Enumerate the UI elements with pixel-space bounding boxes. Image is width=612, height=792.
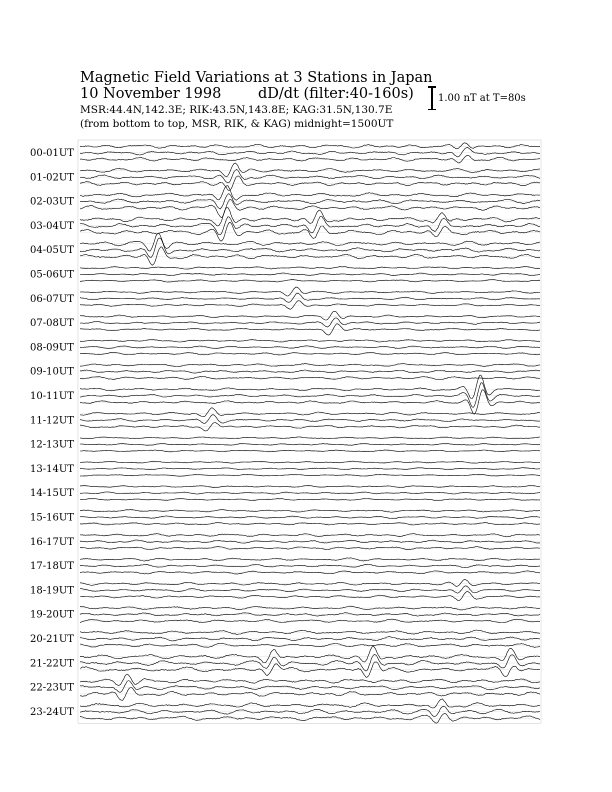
chart-title: Magnetic Field Variations at 3 Stations in Japan — [80, 70, 433, 86]
trace-06-07UT-RIK — [80, 293, 540, 302]
trace-12-13UT-KAG — [80, 437, 540, 439]
hour-label-23-24UT: 23-24UT — [30, 706, 74, 718]
trace-21-22UT-RIK — [80, 655, 540, 672]
stack-order-note: (from bottom to top, MSR, RIK, & KAG) midnight=1500UT — [80, 118, 394, 130]
trace-10-11UT-MSR — [80, 390, 540, 415]
trace-02-03UT-KAG — [80, 186, 540, 201]
trace-14-15UT-RIK — [80, 492, 540, 494]
date-label: 10 November 1998 — [80, 86, 222, 102]
hour-label-05-06UT: 05-06UT — [30, 269, 74, 281]
trace-21-22UT-KAG — [80, 646, 540, 662]
hour-label-11-12UT: 11-12UT — [30, 415, 74, 427]
hour-label-13-14UT: 13-14UT — [30, 463, 74, 475]
hour-label-15-16UT: 15-16UT — [30, 512, 74, 524]
trace-18-19UT-RIK — [80, 586, 540, 593]
trace-00-01UT-RIK — [80, 148, 540, 157]
plot-frame — [78, 140, 541, 723]
quantity-label: dD/dt (filter:40-160s) — [258, 86, 414, 102]
trace-07-08UT-KAG — [80, 311, 540, 320]
hour-label-14-15UT: 14-15UT — [30, 488, 74, 500]
hour-label-09-10UT: 09-10UT — [30, 366, 74, 378]
trace-23-24UT-KAG — [80, 699, 540, 708]
trace-22-23UT-KAG — [80, 674, 540, 685]
hour-label-01-02UT: 01-02UT — [30, 172, 74, 184]
hour-label-22-23UT: 22-23UT — [30, 682, 74, 694]
hour-label-04-05UT: 04-05UT — [30, 245, 74, 257]
hour-label-19-20UT: 19-20UT — [30, 609, 74, 621]
hour-label-00-01UT: 00-01UT — [30, 148, 74, 159]
hour-label-21-22UT: 21-22UT — [30, 658, 74, 670]
trace-23-24UT-MSR — [80, 714, 540, 724]
trace-23-24UT-RIK — [80, 706, 540, 716]
hour-label-16-17UT: 16-17UT — [30, 536, 74, 548]
hour-label-20-21UT: 20-21UT — [30, 634, 74, 645]
hour-label-07-08UT: 07-08UT — [30, 318, 74, 330]
hour-label-06-07UT: 06-07UT — [30, 293, 74, 305]
hour-label-10-11UT: 10-11UT — [30, 391, 74, 402]
hour-label-12-13UT: 12-13UT — [30, 439, 74, 451]
hour-label-02-03UT: 02-03UT — [30, 196, 74, 208]
trace-07-08UT-RIK — [80, 318, 540, 327]
hour-label-08-09UT: 08-09UT — [30, 342, 74, 354]
trace-03-04UT-KAG — [80, 208, 540, 226]
trace-08-09UT-MSR — [80, 352, 540, 355]
hour-label-18-19UT: 18-19UT — [30, 585, 74, 597]
trace-04-05UT-RIK — [80, 238, 540, 257]
trace-22-23UT-RIK — [80, 681, 540, 693]
trace-18-19UT-KAG — [80, 579, 540, 586]
trace-11-12UT-RIK — [80, 415, 540, 424]
trace-06-07UT-KAG — [80, 287, 540, 296]
scale-label: 1.00 nT at T=80s — [438, 93, 526, 104]
stations-label: MSR:44.4N,142.3E; RIK:43.5N,143.8E; KAG:31.5N,130.7E — [80, 104, 393, 116]
trace-04-05UT-KAG — [80, 233, 540, 251]
trace-00-01UT-MSR — [80, 155, 540, 163]
trace-00-01UT-KAG — [80, 143, 540, 149]
hour-label-17-18UT: 17-18UT — [30, 561, 74, 573]
trace-18-19UT-MSR — [80, 591, 540, 600]
trace-01-02UT-KAG — [80, 163, 540, 177]
hour-label-03-04UT: 03-04UT — [30, 220, 74, 232]
trace-10-11UT-RIK — [80, 383, 540, 408]
